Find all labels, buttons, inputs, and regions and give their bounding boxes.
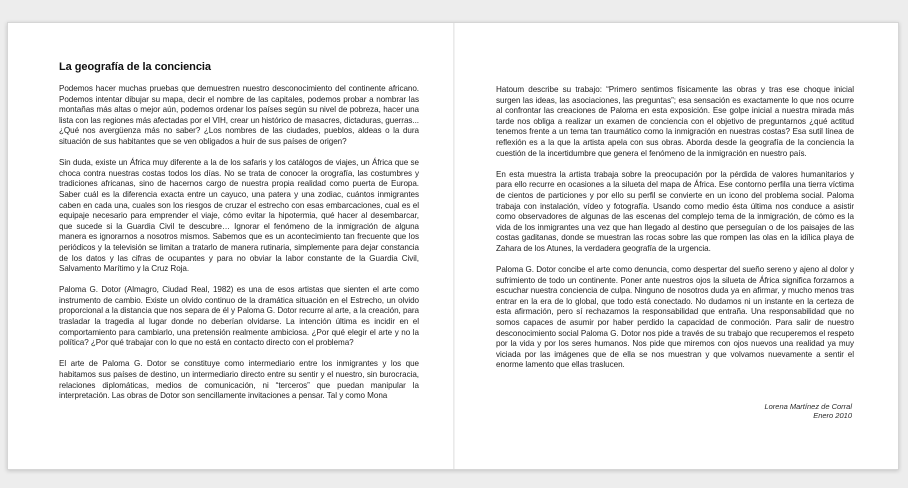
paragraph: En esta muestra la artista trabaja sobre la preocupación por la pérdida de valores humanitarios y para ello recurre en ocasiones a la silueta del mapa de África. Ese contorno perfila una tierra víctima de cientos de particiones y por ello su perfil se convierte en un icono del problema social. Paloma trabaja con instalación, vídeo y fotografía. Usando como medio ésta última nos conduce a asistir como observadores de algunas de las escenas del complejo tema de la inmigración, de cómo es la vida de los inmigrantes una vez que han llegado al destino que perseguían o de los paisajes de las costas gaditanas, donde se muestran las rocas sobre las que rompen las olas en la idílica playa de Zahara de los Atunes, la verdadera geografía de la urgencia. bbox=[496, 169, 854, 253]
book-spread bbox=[7, 22, 899, 470]
paragraph: Podemos hacer muchas pruebas que demuestren nuestro desconocimiento del continente africano. Podemos intentar dibujar su mapa, decir el nombre de las capitales, podemos probar a nombrar las montañas más altas o mejor aún, podemos ordenar los países según su nivel de pobreza, hacer una lista con las regiones más afectadas por el VIH, crear un histórico de masacres, dictaduras, guerras... ¿Qué nos avergüenza más no saber? ¿Los nombres de las ciudades, pueblos, aldeas o la dura situación de sus habitantes que se ven obligados a huir de sus países de origen? bbox=[59, 84, 419, 146]
paragraph: Hatoum describe su trabajo: “Primero sentimos físicamente las obras y tras ese choque inicial surgen las ideas, las asociaciones, las preguntas”; esa sensación es exactamente lo que nos ocurre al confrontar las creaciones de Paloma en esta exposición. Ese golpe inicial a nuestra mirada más tarde nos obliga a realizar un examen de conciencia con el objetivo de preguntarnos ¿qué actitud tenemos frente a un tema tan traumático como la inmigración en nuestras costas? Esa sutil línea de reflexión es a la que la artista apela con sus obras. Aborda desde la geografía de la conciencia la cuestión de la incertidumbre que genera el fenómeno de la inmigración en nuestro país. bbox=[496, 85, 854, 158]
right-page-column bbox=[496, 85, 854, 382]
paragraph: Sin duda, existe un África muy diferente a la de los safaris y los catálogos de viajes, un África que se choca contra nuestras costas todos los días. No se trata de conocer la orografía, las costumbres y tradiciones africanas, sino de hacernos cargo de nuestra propia realidad como puerta de Europa. Saber cuál es la diferencia exacta entre un cayuco, una patera y una zodiac, cuántos inmigrantes caben en cada una, cuales son los riesgos de cruzar el estrecho con esas embarcaciones, cual es el equipaje necesario para emprender el viaje, cómo evitar la hipotermia, qué hacer al desembarcar, que sucede si la Guardia Civil te descubre… Ignorar el fenómeno de la inmigración de alguna manera es ignorarnos a nosotros mismos. Sabemos que es un acontecimiento tan frecuente que los periódicos y la televisión se limitan a tratarlo de manera rutinaria, simplemente para dejar constancia de los datos y las cifras de ocupantes y para no obviar la labor constante de la Guardia Civil, Salvamento Marítimo y la Cruz Roja. bbox=[59, 158, 419, 274]
signature-author: Lorena Martínez de Corral bbox=[764, 402, 852, 411]
paragraph: El arte de Paloma G. Dotor se constituye como intermediario entre los inmigrantes y los que habitamos sus países de destino, un intermediario directo entre su sentir y el nuestro, sin burocracia, relaciones diplomáticas, medios de comunicación, ni “terceros” que puedan manipular la interpretación. Las obras de Dotor son sencillamente invitaciones a pensar. Tal y como Mona bbox=[59, 359, 419, 401]
signature-date: Enero 2010 bbox=[813, 411, 852, 420]
paragraph: Paloma G. Dotor (Almagro, Ciudad Real, 1982) es una de esos artistas que sienten el arte como instrumento de cambio. Existe un olvido continuo de la dramática situación en el Estrecho, un olvido proporcional a la distancia que nos separa de él y Paloma G. Dotor recurre al arte, a la creación, para trasladar la tragedia al lugar donde no deberían olvidarse. La intención última es incidir en el comportamiento para cambiarlo, una pretensión realmente ambiciosa. ¿Por qué elegir el arte y no la política? ¿Por qué trabajar con lo que no está en contacto directo con el problema? bbox=[59, 285, 419, 348]
page-title: La geografía de la conciencia bbox=[59, 61, 211, 73]
paragraph: Paloma G. Dotor concibe el arte como denuncia, como despertar del sueño sereno y ajeno al dolor y sufrimiento de todo un continente. Poner ante nuestros ojos la silueta de África significa forzarnos a escuchar nuestra conciencia de culpa. Ninguno de nosotros duda ya en afirmar, y mucho menos tras entrar en la era de lo global, que todo está conectado. No dudamos ni un instante en la certeza de esta afirmación, pero sí rechazamos la responsabilidad que entraña. Una responsabilidad que no somos capaces de asumir por haber perdido la capacidad de conmoción. Para salir de nuestro desconocimiento social Paloma G. Dotor nos pide a través de su trabajo que recuperemos el respeto por la vida y por los seres humanos. Nos pide que miremos con ojos nuevos una realidad ya muy viciada por las imágenes que de ella se nos muestran y que volvamos nuevamente a sentir el enorme lamento que ellas traslucen. bbox=[496, 265, 854, 370]
page-gutter bbox=[453, 23, 455, 469]
signature bbox=[764, 402, 852, 420]
left-page-column bbox=[59, 61, 419, 412]
